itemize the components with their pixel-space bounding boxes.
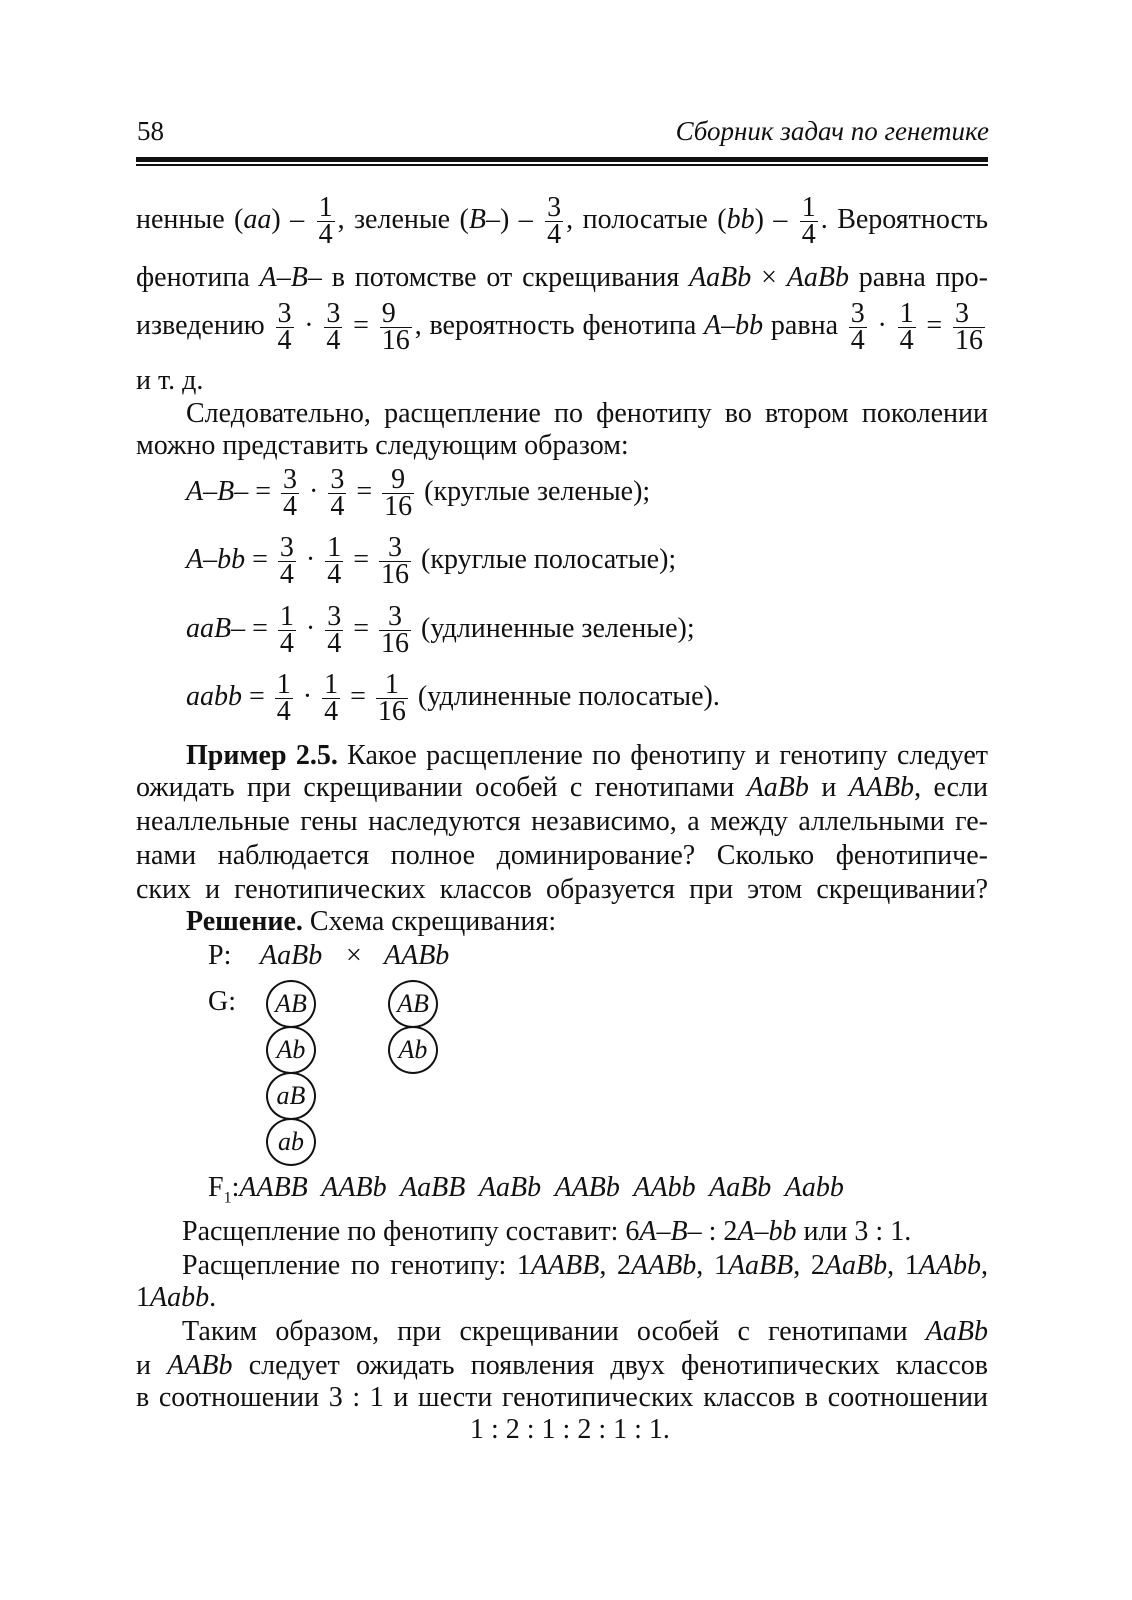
formula-1: A–B– = $\frac{3}{4}$ · $\frac{3}{4}$ = $\frac{9}{16}$ (круглые зеленые); [186,464,651,523]
solution-label: Решение. [186,906,303,937]
fraction: $\frac{1}{4}$ [318,192,333,251]
fraction: $\frac{1}{4}$ [899,298,914,357]
fraction: $\frac{1}{4}$ [327,532,342,591]
scheme-g-label: G: [208,986,236,1017]
gamete-circle: ab [266,1118,316,1166]
fraction: $\frac{9}{16}$ [381,298,410,357]
formula-2: A–bb = $\frac{3}{4}$ · $\frac{1}{4}$ = $\frac{3}{16}$ (круглые полосатые); [186,532,677,591]
scheme-p-label: P: [208,940,232,971]
fraction: $\frac{3}{16}$ [955,298,983,357]
formula-4: aabb = $\frac{1}{4}$ · $\frac{1}{4}$ = $\frac{1}{16}$ (удлиненные полосатые). [186,669,720,728]
phenotype-split: Расщепление по фенотипу составит: 6A–B– : 2A–bb или 3 : 1. [182,1216,912,1247]
header-rule-thin [136,164,988,166]
page-number: 58 [137,116,164,146]
genotype-split: Расщепление по генотипу: 1AABB, 2AABb, 1AaBB, 2AaBb, 1AAbb, [182,1250,989,1281]
fraction: $\frac{3}{4}$ [547,192,562,251]
ratio-line: 1 : 2 : 1 : 2 : 1 : 1. [470,1414,670,1445]
header-rule [136,157,988,162]
example-line-4: нами наблюдается полное доминирование? Сколько фенотипиче- [136,840,988,871]
fraction: $\frac{3}{4}$ [277,298,292,357]
fraction: $\frac{3}{16}$ [381,532,410,591]
gamete-circle: Ab [388,1026,438,1074]
cross-sign: × [346,940,362,971]
running-title: Сборник задач по генетике [675,116,989,146]
p1-line-3: изведению $\frac{3}{4}$ · $\frac{3}{4}$ = $\frac{9}{16}$ , вероятность фенотипа A–bb равна $\frac{3}{4}$ · $\frac{1}{4}$ = $\frac{3}{16}$ [136,298,983,357]
fraction: $\frac{3}{4}$ [327,601,342,660]
f1-row: $F_1:AABB$ AABb AaBB AaBb AABb AAbb AaBb Aabb [208,1172,844,1207]
example-line-2: ожидать при скрещивании особей с генотипами AaBb и AABb, если [136,772,988,803]
fraction: $\frac{3}{16}$ [381,601,410,660]
fraction: $\frac{3}{4}$ [850,298,865,357]
p1-line-4: и т. д. [136,365,204,396]
genotype-split-cont: 1Aabb. [136,1282,217,1313]
parent-2: AABb [384,940,450,971]
fraction: $\frac{1}{4}$ [276,669,291,728]
fraction: $\frac{1}{4}$ [279,601,294,660]
conclusion-line-3: в соотношении 3 : 1 и шести генотипических классов в соотношении [136,1382,988,1413]
parent-1: AaBb [260,940,323,971]
conclusion-line-1: Таким образом, при скрещивании особей с генотипами AaBb [182,1316,988,1347]
example-line-5: ских и генотипических классов образуется при этом скрещивании? [136,874,988,905]
gamete-circle: Ab [266,1026,316,1074]
solution-line: Решение. Схема скрещивания: [186,906,557,937]
fraction: $\frac{1}{4}$ [801,192,816,251]
p1-line-1: ненные (aa) – $\frac{1}{4}$ , зеленые (B–) – $\frac{3}{4}$ , полосатые (bb) – $\frac{1}{4}$ . Вероятность [136,192,988,251]
gamete-circle: aB [266,1072,316,1120]
p2-line-2: можно представить следующим образом: [136,430,629,461]
example-line-1: Пример 2.5. Какое расщепление по фенотипу и генотипу следует [186,740,988,771]
example-label: Пример 2.5. [186,740,338,771]
fraction: $\frac{9}{16}$ [384,464,413,523]
fraction: $\frac{1}{4}$ [324,669,339,728]
conclusion-line-2: и AABb следует ожидать появления двух фенотипических классов [136,1350,988,1381]
gamete-circle: AB [266,980,316,1028]
fraction: $\frac{3}{4}$ [326,298,341,357]
fraction: $\frac{1}{16}$ [377,669,406,728]
p1-line-2: фенотипа A–B– в потомстве от скрещивания AaBb × AaBb равна про- [136,262,988,293]
fraction: $\frac{3}{4}$ [283,464,298,523]
example-line-3: неаллельные гены наследуются независимо, а между аллельными ге- [136,806,988,837]
fraction: $\frac{3}{4}$ [279,532,294,591]
formula-3: aaB– = $\frac{1}{4}$ · $\frac{3}{4}$ = $\frac{3}{16}$ (удлиненные зеленые); [186,601,695,660]
p2-line-1: Следовательно, расщепление по фенотипу во втором поколении [186,398,988,429]
gamete-circle: AB [388,980,438,1028]
fraction: $\frac{3}{4}$ [330,464,345,523]
